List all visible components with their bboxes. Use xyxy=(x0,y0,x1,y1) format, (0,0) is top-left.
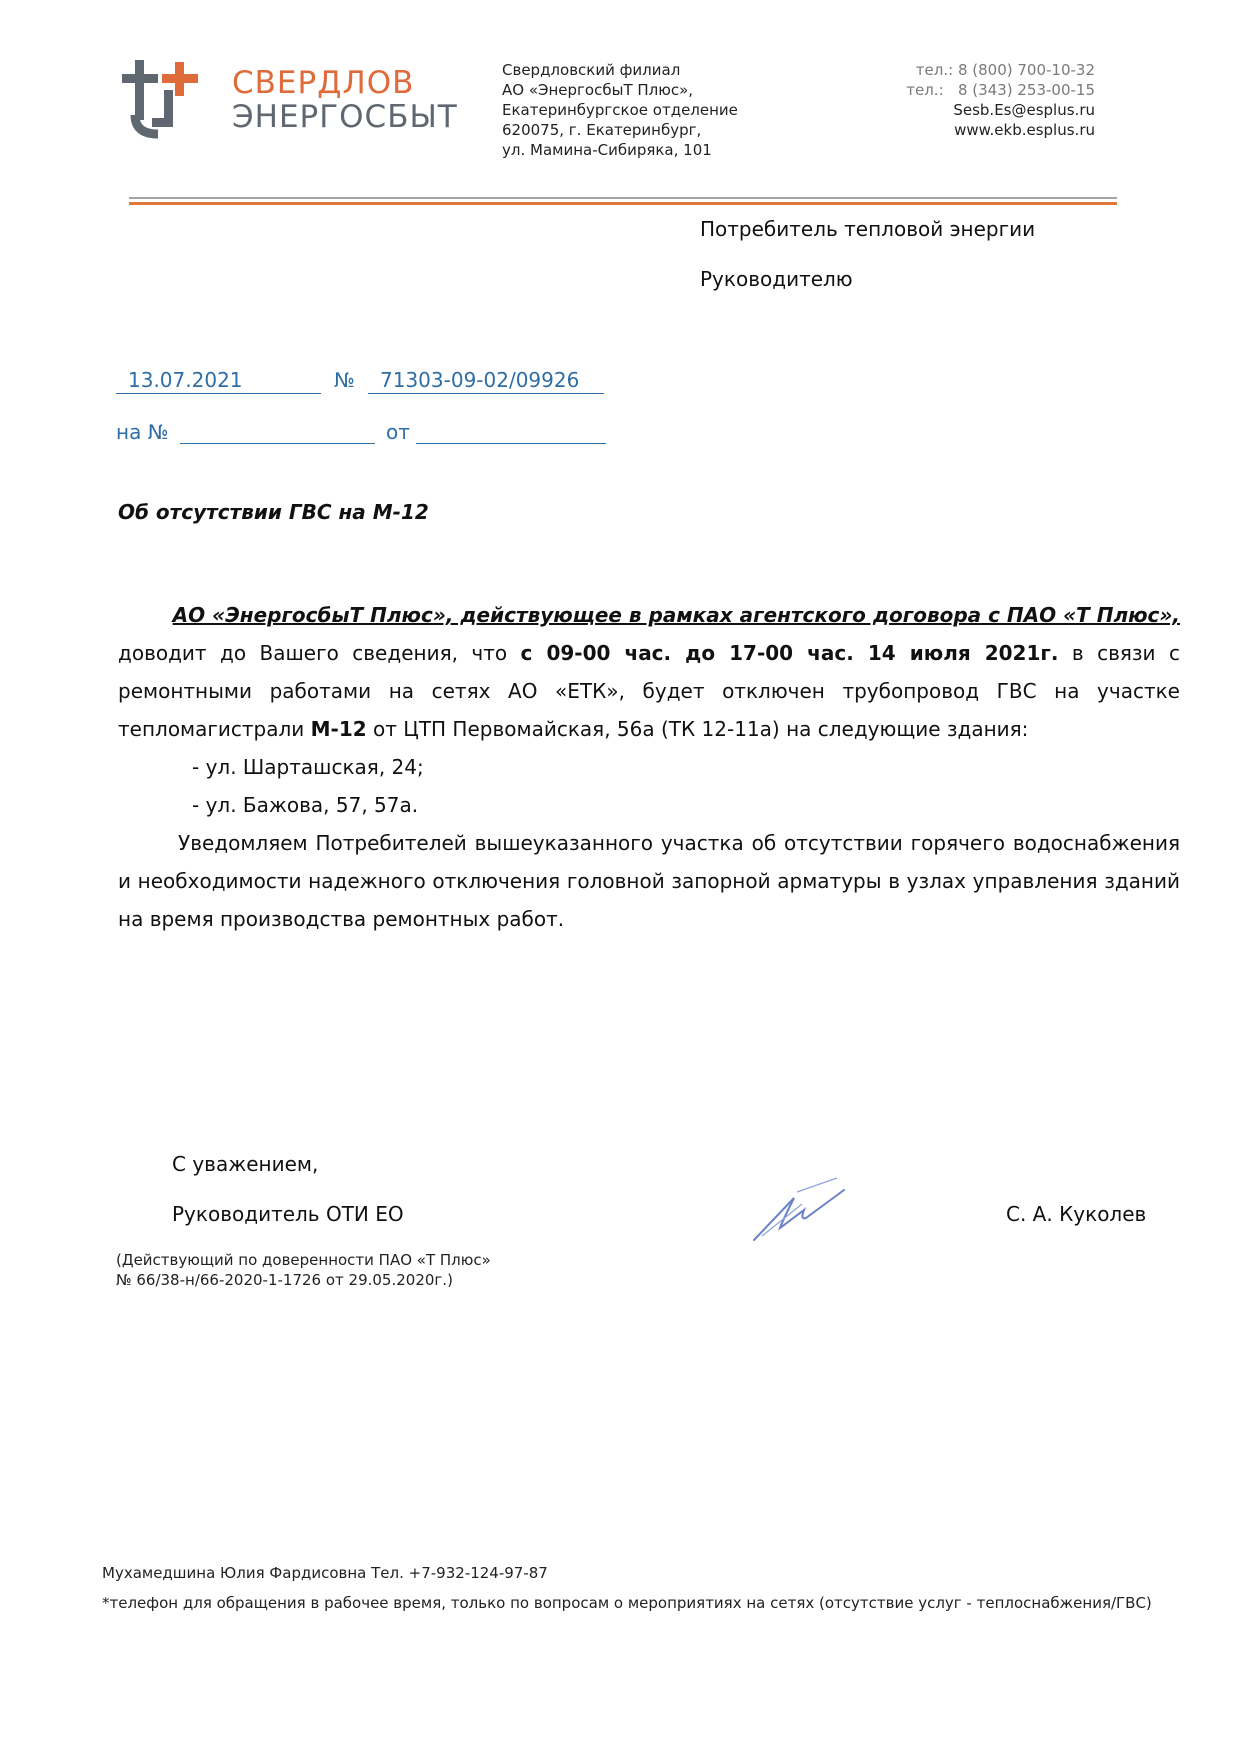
doc-number: 71303-09-02/09926 xyxy=(380,368,580,392)
sender-contacts xyxy=(906,60,1095,140)
p1-part-b: в связи с ремонтными работами на сетях АО «ЕТК», будет отключен трубопровод ГВС на участке тепломагистрали xyxy=(118,641,1180,741)
website-link[interactable]: www.ekb.esplus.ru xyxy=(954,121,1095,139)
address-line: Свердловский филиал xyxy=(502,61,681,79)
header-divider-gray xyxy=(129,197,1117,199)
sender-address xyxy=(502,60,738,160)
list-item: - ул. Бажова, 57, 57а. xyxy=(192,793,419,817)
body-lead: АО «ЭнергосбыТ Плюс», действующее в рамках агентского договора с ПАО «Т Плюс», xyxy=(172,603,1180,627)
regards: С уважением, xyxy=(172,1152,319,1176)
phone-2-value: 8 (343) 253-00-15 xyxy=(957,81,1095,99)
phone-2 xyxy=(906,80,1095,100)
proxy-note xyxy=(116,1250,491,1290)
doc-date: 13.07.2021 xyxy=(128,368,243,392)
logo-text xyxy=(232,66,458,134)
header-divider-orange xyxy=(129,202,1117,205)
address-line: Екатеринбургское отделение xyxy=(502,101,738,119)
ref-date-label: от xyxy=(386,420,410,444)
proxy-note-line-2: № 66/38-н/66-2020-1-1726 от 29.05.2020г.) xyxy=(116,1271,453,1289)
ref-number-underline xyxy=(180,442,375,444)
p1-bold-period: с 09-00 час. до 17-00 час. 14 июля 2021г. xyxy=(520,641,1059,665)
number-sign: № xyxy=(334,368,355,392)
ref-date-underline xyxy=(416,442,606,444)
address-line: АО «ЭнергосбыТ Плюс», xyxy=(502,81,694,99)
company-logo-icon xyxy=(122,60,222,140)
letter-body xyxy=(118,596,1180,938)
recipient-line-1: Потребитель тепловой энергии xyxy=(700,217,1036,241)
logo-line1: СВЕРДЛОВ xyxy=(232,65,415,101)
address-line: 620075, г. Екатеринбург, xyxy=(502,121,702,139)
phone-1-value: 8 (800) 700-10-32 xyxy=(957,61,1095,79)
proxy-note-line-1: (Действующий по доверенности ПАО «Т Плюс» xyxy=(116,1251,491,1269)
signer-position: Руководитель ОТИ ЕО xyxy=(172,1202,404,1226)
letter-subject: Об отсутствии ГВС на М-12 xyxy=(118,500,429,524)
email-link[interactable]: Sesb.Es@esplus.ru xyxy=(953,101,1095,119)
recipient-line-2: Руководителю xyxy=(700,267,853,291)
signer-name: С. А. Куколев xyxy=(1006,1202,1147,1226)
phone-1 xyxy=(906,60,1095,80)
handwritten-signature-icon xyxy=(742,1170,862,1250)
body-paragraph-2: Уведомляем Потребителей вышеуказанного участка об отсутствии горячего водоснабжения и необходимости надежного отключения головной запорной арматуры в узлах управления зданий на время производства ремонтных работ. xyxy=(118,831,1180,931)
body-paragraph-1 xyxy=(118,634,1180,748)
address-line: ул. Мамина-Сибиряка, 101 xyxy=(502,141,712,159)
p1-bold-main: М-12 xyxy=(310,717,367,741)
ref-number-label: на № xyxy=(116,420,169,444)
phone-2-label: тел.: xyxy=(906,81,944,99)
logo-line2: ЭНЕРГОСБЫТ xyxy=(232,99,458,135)
footer-remark: *телефон для обращения в рабочее время, только по вопросам о мероприятиях на сетях (отсутствие услуг - теплоснабжения/ГВС) xyxy=(102,1594,1152,1612)
list-item: - ул. Шарташская, 24; xyxy=(192,755,424,779)
p1-part-c: от ЦТП Первомайская, 56а (ТК 12-11а) на следующие здания: xyxy=(366,717,1029,741)
executor-info: Мухамедшина Юлия Фардисовна Тел. +7-932-124-97-87 xyxy=(102,1564,548,1582)
date-underline xyxy=(116,392,321,394)
p1-part-a: доводит до Вашего сведения, что xyxy=(118,641,521,665)
phone-1-label: тел.: xyxy=(915,61,954,79)
number-underline xyxy=(368,392,604,394)
